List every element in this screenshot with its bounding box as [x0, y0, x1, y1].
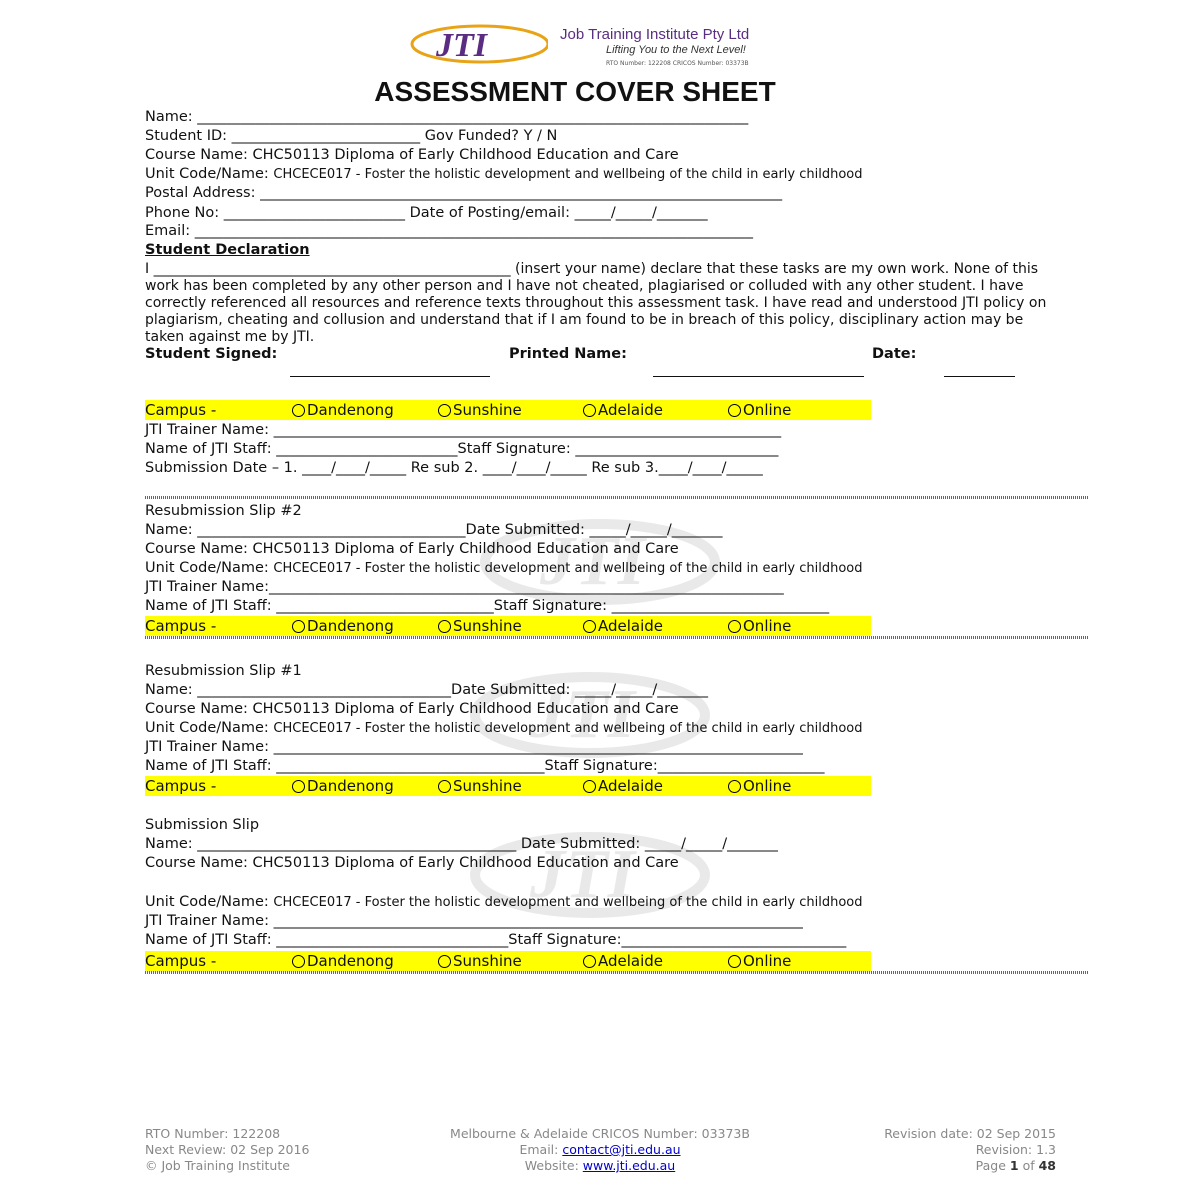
campus-label: Campus -	[145, 617, 217, 635]
page-title: ASSESSMENT COVER SHEET	[374, 76, 776, 107]
footer-page-number: Page 1 of 48	[975, 1158, 1056, 1173]
submission-campus-row	[145, 951, 871, 971]
staff-name-field[interactable]: Name of JTI Staff: _________________________Staff Signature: ____________________________	[145, 441, 779, 457]
campus-option-sunshine[interactable]: Sunshine	[438, 616, 522, 636]
resub1-heading: Resubmission Slip #1	[145, 663, 302, 679]
radio-icon[interactable]	[438, 620, 451, 633]
date-label: Date:	[872, 346, 917, 362]
radio-icon[interactable]	[292, 780, 305, 793]
unit-label: Unit Code/Name:	[145, 166, 269, 182]
radio-icon[interactable]	[438, 404, 451, 417]
campus-row	[145, 400, 871, 420]
unit-code-row	[145, 165, 863, 184]
campus-option-adelaide[interactable]: Adelaide	[583, 616, 663, 636]
cut-line	[145, 636, 1089, 639]
unit-value: CHCECE017 - Foster the holistic development and wellbeing of the child in early childhood	[273, 561, 863, 576]
campus-option-online[interactable]: Online	[728, 400, 791, 420]
footer-next-review: Next Review: 02 Sep 2016	[145, 1142, 310, 1157]
student-id-field[interactable]: Student ID: __________________________ Gov Funded? Y / N	[145, 128, 558, 144]
footer-website-link[interactable]: www.jti.edu.au	[582, 1158, 676, 1173]
resub2-staff-field[interactable]: Name of JTI Staff: ______________________________Staff Signature: ______________________________	[145, 598, 830, 614]
radio-icon[interactable]	[583, 780, 596, 793]
submission-trainer-field[interactable]: JTI Trainer Name: _________________________________________________________________________	[145, 913, 803, 929]
jti-logo	[408, 22, 838, 72]
logo-mark-text: JTI	[436, 27, 487, 64]
footer-email-row: Email: contact@jti.edu.au	[519, 1142, 681, 1157]
submission-staff-field[interactable]: Name of JTI Staff: ________________________________Staff Signature:_______________________________	[145, 932, 847, 948]
campus-label: Campus -	[145, 777, 217, 795]
campus-option-online[interactable]: Online	[728, 951, 791, 971]
svg-text:JTI: JTI	[540, 523, 645, 600]
submission-course-name: Course Name: CHC50113 Diploma of Early Childhood Education and Care	[145, 855, 679, 871]
cut-line	[145, 496, 1089, 499]
course-name: Course Name: CHC50113 Diploma of Early Childhood Education and Care	[145, 147, 679, 163]
footer-revision-date: Revision date: 02 Sep 2015	[884, 1126, 1056, 1141]
printed-name-label: Printed Name:	[509, 346, 627, 362]
radio-icon[interactable]	[292, 404, 305, 417]
unit-label: Unit Code/Name:	[145, 720, 269, 736]
printed-name-line[interactable]	[653, 376, 864, 377]
campus-label: Campus -	[145, 952, 217, 970]
footer-website-row: Website: www.jti.edu.au	[524, 1158, 676, 1173]
date-line[interactable]	[944, 376, 1015, 377]
resub1-staff-field[interactable]: Name of JTI Staff: _____________________________________Staff Signature:_______________________	[145, 758, 825, 774]
footer-cricos: Melbourne & Adelaide CRICOS Number: 03373B	[450, 1126, 750, 1141]
footer-copyright: © Job Training Institute	[145, 1158, 290, 1173]
resub2-course-name: Course Name: CHC50113 Diploma of Early Childhood Education and Care	[145, 541, 679, 557]
campus-option-adelaide[interactable]: Adelaide	[583, 776, 663, 796]
submission-name-field[interactable]: Name: ____________________________________________ Date Submitted: _____/_____/_______	[145, 836, 778, 852]
declaration-heading: Student Declaration	[145, 242, 310, 258]
submission-unit-row	[145, 893, 863, 912]
resub2-campus-row	[145, 616, 871, 636]
radio-icon[interactable]	[438, 955, 451, 968]
campus-option-online[interactable]: Online	[728, 616, 791, 636]
campus-option-adelaide[interactable]: Adelaide	[583, 400, 663, 420]
radio-icon[interactable]	[583, 620, 596, 633]
unit-label: Unit Code/Name:	[145, 560, 269, 576]
campus-option-dandenong[interactable]: Dandenong	[292, 776, 394, 796]
resub1-unit-row	[145, 719, 863, 738]
footer-right	[820, 1126, 1056, 1174]
phone-field[interactable]: Phone No: _________________________ Date of Posting/email: _____/_____/_______	[145, 205, 708, 221]
radio-icon[interactable]	[583, 955, 596, 968]
jti-logo-mark	[408, 22, 548, 68]
footer-center	[380, 1126, 820, 1174]
radio-icon[interactable]	[728, 780, 741, 793]
name-field[interactable]: Name: ____________________________________________________________________________	[145, 109, 749, 125]
unit-label: Unit Code/Name:	[145, 894, 269, 910]
cut-line	[145, 971, 1089, 974]
resub1-name-field[interactable]: Name: ___________________________________Date Submitted: _____/_____/_______	[145, 682, 709, 698]
campus-option-online[interactable]: Online	[728, 776, 791, 796]
trainer-name-field[interactable]: JTI Trainer Name: ______________________________________________________________________	[145, 422, 782, 438]
resub2-heading: Resubmission Slip #2	[145, 503, 302, 519]
footer-rto: RTO Number: 122208	[145, 1126, 281, 1141]
company-tagline: Lifting You to the Next Level!	[606, 44, 746, 56]
radio-icon[interactable]	[728, 620, 741, 633]
campus-option-dandenong[interactable]: Dandenong	[292, 616, 394, 636]
radio-icon[interactable]	[728, 955, 741, 968]
radio-icon[interactable]	[583, 404, 596, 417]
resub1-campus-row	[145, 776, 871, 796]
submission-heading: Submission Slip	[145, 817, 260, 833]
company-name: Job Training Institute Pty Ltd	[560, 26, 750, 43]
unit-value: CHCECE017 - Foster the holistic development and wellbeing of the child in early childhood	[273, 721, 863, 736]
unit-value: CHCECE017 - Foster the holistic development and wellbeing of the child in early childhood	[273, 895, 863, 910]
email-field[interactable]: Email: _____________________________________________________________________________	[145, 223, 753, 239]
postal-address-field[interactable]: Postal Address: ________________________________________________________________________	[145, 185, 783, 201]
radio-icon[interactable]	[292, 620, 305, 633]
radio-icon[interactable]	[728, 404, 741, 417]
resub2-trainer-field[interactable]: JTI Trainer Name:_______________________________________________________________________	[145, 579, 784, 595]
campus-option-sunshine[interactable]: Sunshine	[438, 776, 522, 796]
campus-option-sunshine[interactable]: Sunshine	[438, 951, 522, 971]
declaration-text: I ___________________________________________________ (insert your name) declare that these tasks are my own work. None of this work has been completed by any other person and I have not cheated, plagiarised or colluded with any other student. I have correctly referenced all resources and reference texts throughout this assessment task. I have read and understood JTI policy on plagiarism, cheating and collusion and understand that if I am found to be in breach of this policy, disciplinary action may be taken against me by JTI.	[145, 261, 1047, 345]
footer-revision: Revision: 1.3	[975, 1142, 1056, 1157]
radio-icon[interactable]	[438, 780, 451, 793]
radio-icon[interactable]	[292, 955, 305, 968]
submission-dates-field[interactable]: Submission Date – 1. ____/____/_____ Re sub 2. ____/____/_____ Re sub 3.____/____/_____	[145, 460, 763, 476]
student-signature-line[interactable]	[290, 376, 490, 377]
footer-email-link[interactable]: contact@jti.edu.au	[562, 1142, 681, 1157]
svg-text:JTI: JTI	[530, 676, 635, 753]
unit-value: CHCECE017 - Foster the holistic development and wellbeing of the child in early childhood	[273, 167, 863, 182]
campus-label: Campus -	[145, 401, 217, 419]
student-signed-label: Student Signed:	[145, 346, 278, 362]
svg-text:JTI: JTI	[530, 836, 635, 913]
footer-left	[145, 1126, 309, 1174]
campus-option-adelaide[interactable]: Adelaide	[583, 951, 663, 971]
campus-option-sunshine[interactable]: Sunshine	[438, 400, 522, 420]
campus-option-dandenong[interactable]: Dandenong	[292, 400, 394, 420]
resub2-unit-row	[145, 559, 863, 578]
resub1-trainer-field[interactable]: JTI Trainer Name: _________________________________________________________________________	[145, 739, 803, 755]
resub1-course-name: Course Name: CHC50113 Diploma of Early Childhood Education and Care	[145, 701, 679, 717]
resub2-name-field[interactable]: Name: _____________________________________Date Submitted: _____/_____/_______	[145, 522, 723, 538]
company-registration: RTO Number: 122208 CRICOS Number: 03373B	[606, 60, 749, 67]
campus-option-dandenong[interactable]: Dandenong	[292, 951, 394, 971]
